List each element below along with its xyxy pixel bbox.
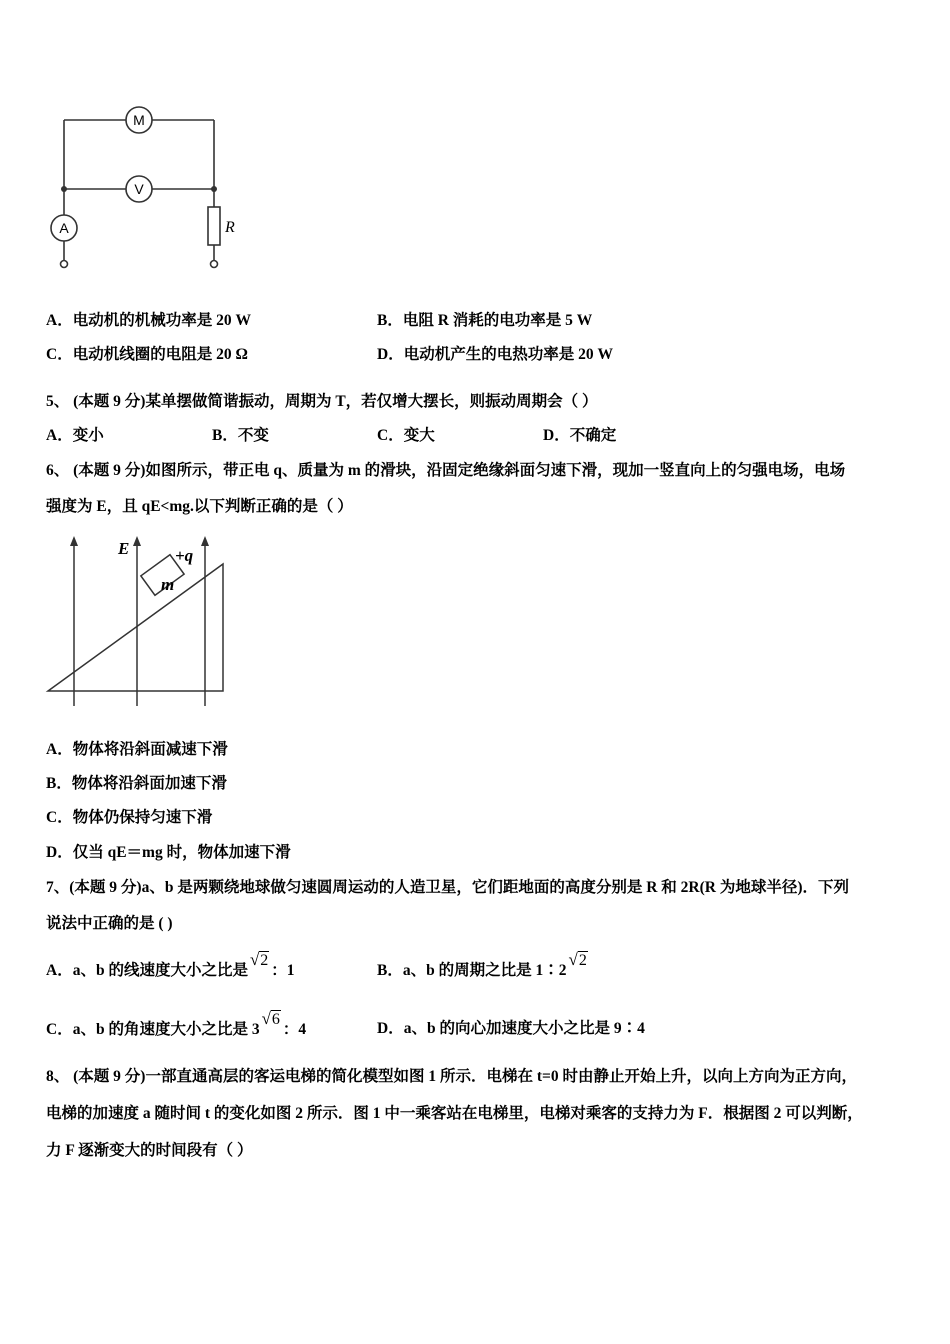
q6-stem-line1: 6、 (本题 9 分)如图所示，带正电 q、质量为 m 的滑块，沿固定绝缘斜面匀速下滑，现加一竖直向上的匀强电场，电场 [46,462,846,479]
q7-stem-line2: 说法中正确的是 ( ) [46,915,173,932]
q5-option-d[interactable]: D．不确定 [543,427,617,444]
voltmeter-symbol-label: V [134,181,144,197]
q8-stem-line2: 电梯的加速度 a 随时间 t 的变化如图 2 所示．图 1 中一乘客站在电梯里，电梯对乘客的支持力为 F．根据图 2 可以判断， [46,1105,863,1122]
ammeter-symbol-label: A [59,220,69,236]
sqrt-two: √2 [568,950,587,969]
q6-option-b[interactable]: B．物体将沿斜面加速下滑 [46,775,227,792]
q7-option-c[interactable] [46,1009,307,1040]
q6-option-d[interactable]: D．仅当 qE＝mg 时，物体加速下滑 [46,844,291,861]
charge-label: +q [175,546,194,565]
circuit-diagram [40,100,250,275]
q7-option-a-suffix: ：1 [271,962,295,979]
q5-option-b[interactable]: B．不变 [212,427,269,444]
motor-symbol-label: M [133,112,145,128]
q7-option-d[interactable]: D．a、b 的向心加速度大小之比是 9∶4 [377,1020,645,1037]
q7-option-c-suffix: ：4 [282,1021,307,1038]
q8-stem-line1: 8、 (本题 9 分)一部直通高层的客运电梯的简化模型如图 1 所示．电梯在 t=0 时由静止开始上升，以向上方向为正方向， [46,1068,857,1085]
q7-option-a-prefix: A．a、b 的线速度大小之比是 [46,962,248,979]
q7-option-c-prefix: C．a、b 的角速度大小之比是 3 [46,1021,260,1038]
q4-option-b[interactable]: B．电阻 R 消耗的电功率是 5 W [377,312,593,329]
q5-option-c[interactable]: C．变大 [377,427,435,444]
q5-stem: 5、 (本题 9 分)某单摆做简谐振动，周期为 T，若仅增大摆长，则振动周期会（ ） [46,393,598,410]
q4-option-c[interactable]: C．电动机线圈的电阻是 20 Ω [46,346,248,363]
q7-option-a[interactable] [46,950,295,981]
q6-option-a[interactable]: A．物体将沿斜面减速下滑 [46,741,228,758]
q7-stem-line1: 7、(本题 9 分)a、b 是两颗绕地球做匀速圆周运动的人造卫星，它们距地面的高度分别是 R 和 2R(R 为地球半径)．下列 [46,879,849,896]
q6-stem-line2: 强度为 E，且 qE<mg.以下判断正确的是（ ） [46,498,353,515]
resistor-label: R [225,219,235,236]
mass-label: m [161,575,175,594]
q4-option-d[interactable]: D．电动机产生的电热功率是 20 W [377,346,613,363]
sqrt-two: √2 [249,950,269,969]
q5-option-a[interactable]: A．变小 [46,427,104,444]
incline-field-diagram [40,530,240,715]
q7-option-b-prefix: B．a、b 的周期之比是 1∶2 [377,962,567,979]
q7-option-b[interactable] [377,950,590,981]
q6-option-c[interactable]: C．物体仍保持匀速下滑 [46,809,213,826]
sqrt-six: √6 [261,1009,280,1028]
q4-option-a[interactable]: A．电动机的机械功率是 20 W [46,312,251,329]
q8-stem-line3: 力 F 逐渐变大的时间段有（ ） [46,1142,253,1159]
field-label: E [118,539,130,558]
